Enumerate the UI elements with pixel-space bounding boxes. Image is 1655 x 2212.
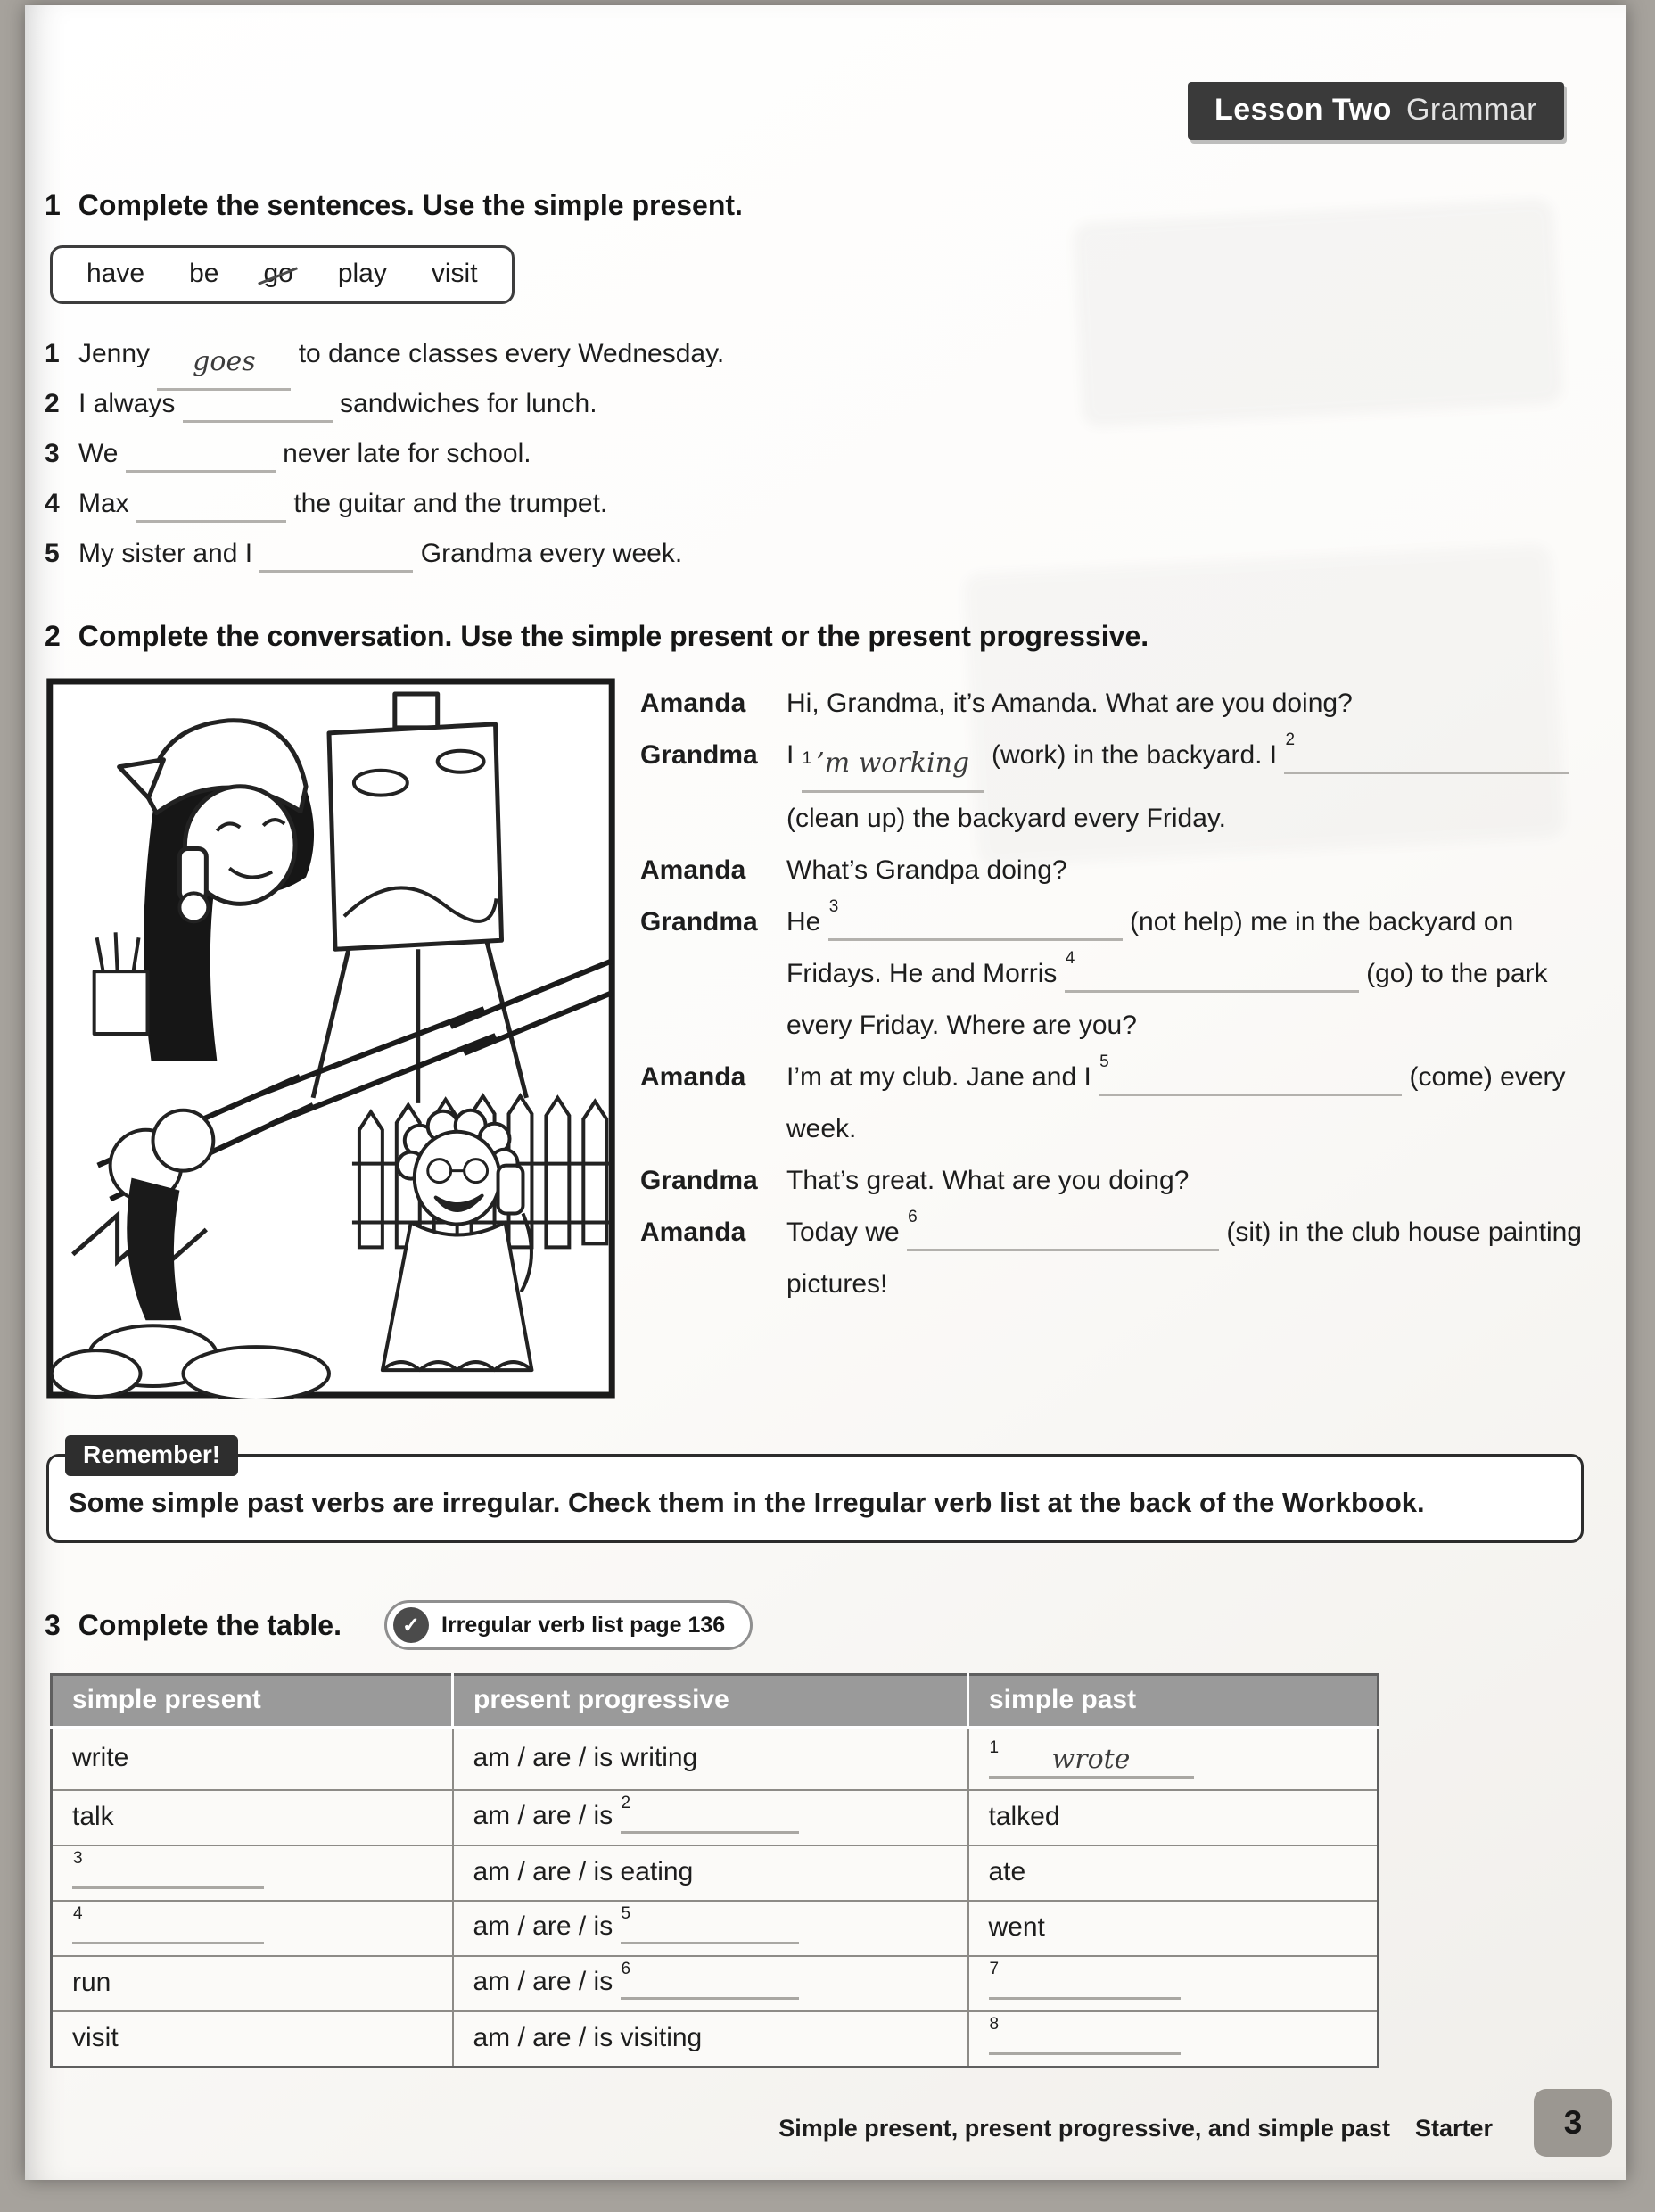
fill-in-blank (621, 1904, 799, 1944)
verb-list-reference-label: Irregular verb list page 136 (441, 1612, 726, 1638)
sentence-text: Jenny goes to dance classes every Wednesday. (78, 329, 724, 391)
sentence-item (45, 329, 1589, 379)
footer-level: Starter (1414, 2115, 1493, 2142)
dialog-text: That’s great. What are you doing? (786, 1166, 1190, 1195)
verb-table-row (52, 1728, 1379, 1791)
dialog-turn (640, 845, 1589, 896)
blank-number: 7 (989, 1960, 1000, 1978)
dialog (640, 678, 1589, 1399)
verb-table-row (52, 1956, 1379, 2011)
handwritten-answer: wrote (1051, 1744, 1131, 1775)
exercise-1-number: 1 (45, 189, 61, 221)
dialog-text: He 3 (not help) me in the backyard on Fridays. He and Morris 4 (go) to the park every Friday. Where are you? (786, 897, 1548, 1040)
dialog-speaker: Grandma (640, 740, 758, 770)
verb-table-cell: run (52, 1956, 453, 2011)
remember-box (46, 1440, 1584, 1543)
fill-in-blank (1065, 949, 1359, 993)
fill-in-blank (136, 485, 286, 523)
page-content (25, 5, 1626, 2180)
dialog-text: What’s Grandpa doing? (786, 855, 1067, 885)
dialog-speaker: Amanda (640, 689, 746, 718)
verb-table-cell: am / are / is 6 (453, 1956, 968, 2011)
verb-table-cell: am / are / is writing (453, 1728, 968, 1791)
fill-in-blank (1284, 730, 1569, 774)
sentence-number: 4 (45, 489, 60, 518)
verb-table-row (52, 1901, 1379, 1956)
blank-number: 6 (908, 1208, 918, 1226)
verb-table-row (52, 2011, 1379, 2068)
dialog-speaker: Grandma (640, 907, 758, 937)
exercise-2-heading (45, 620, 1589, 653)
exercise-1-heading (45, 5, 1589, 222)
verb-table-header (52, 1675, 1379, 1728)
blank-number: 1 (989, 1738, 1000, 1757)
dialog-text: Hi, Grandma, it’s Amanda. What are you doing? (786, 689, 1353, 718)
word-bank-word: go (263, 259, 293, 288)
remember-label: Remember! (65, 1435, 238, 1476)
blank-number: 3 (828, 897, 839, 916)
sentence-text: My sister and I Grandma every week. (78, 529, 682, 579)
sentence-number: 5 (45, 539, 60, 568)
verb-table-cell (968, 1956, 1379, 2011)
blank-number: 3 (73, 1849, 83, 1868)
blank-number: 2 (621, 1794, 631, 1812)
sentence-text: I always sandwiches for lunch. (78, 379, 597, 429)
verb-table-column-header: simple present (52, 1675, 453, 1728)
verb-table-body (52, 1728, 1379, 2068)
verb-table-cell: am / are / is visiting (453, 2011, 968, 2068)
dialog-turn (640, 1207, 1589, 1310)
sentence-text: We never late for school. (78, 429, 531, 479)
comic-illustration (45, 678, 617, 1399)
check-icon: ✓ (393, 1607, 429, 1643)
exercise-2-number: 2 (45, 620, 61, 652)
sentence-number: 3 (45, 439, 60, 468)
exercise-3-heading (45, 1600, 1589, 1650)
lesson-subject: Grammar (1405, 93, 1537, 127)
fill-in-blank (621, 1960, 799, 2000)
verb-table-cell: am / are / is eating (453, 1845, 968, 1901)
blank-number: 5 (1099, 1052, 1109, 1071)
verb-list-reference-badge (384, 1600, 753, 1650)
word-bank (50, 245, 515, 304)
fill-in-blank (72, 1849, 264, 1889)
sentence-text: Max the guitar and the trumpet. (78, 479, 607, 529)
exercise-1-title: Complete the sentences. Use the simple present. (78, 189, 743, 221)
fill-in-blank (989, 1960, 1181, 2000)
fill-in-blank (1099, 1052, 1402, 1096)
verb-table-cell: am / are / is 5 (453, 1901, 968, 1956)
fill-in-blank (907, 1208, 1219, 1251)
fill-in-blank (621, 1794, 799, 1834)
blank-number: 5 (621, 1904, 631, 1923)
sentence-item (45, 379, 1589, 429)
fill-in-blank (72, 1904, 264, 1944)
blank-number: 4 (73, 1904, 83, 1923)
fill-in-blank (828, 897, 1123, 941)
exercise-1-sentences (45, 329, 1589, 579)
verb-table-cell (968, 2011, 1379, 2068)
blank-number: 1 (802, 749, 812, 768)
exercise-3-number: 3 (45, 1608, 61, 1641)
page-number-tab: 3 (1534, 2089, 1612, 2157)
fill-in-blank (802, 747, 984, 793)
handwritten-answer: ’m working (816, 747, 970, 779)
word-bank-word: visit (431, 259, 478, 288)
verb-table-row (52, 1845, 1379, 1901)
lesson-title: Lesson Two (1214, 93, 1392, 127)
sentence-item (45, 529, 1589, 579)
blank-number: 8 (989, 2015, 1000, 2034)
footer-topic: Simple present, present progressive, and simple past (778, 2115, 1390, 2142)
sentence-item (45, 429, 1589, 479)
verb-table-cell: write (52, 1728, 453, 1791)
verb-table-row (52, 1790, 1379, 1845)
fill-in-blank (126, 435, 276, 473)
exercise-2-title: Complete the conversation. Use the simple present or the present progressive. (78, 620, 1149, 652)
fill-in-blank (259, 535, 413, 573)
verb-table-cell (968, 1728, 1379, 1791)
verb-table-cell: went (968, 1901, 1379, 1956)
dialog-turn (640, 896, 1589, 1052)
verb-table-cell: talk (52, 1790, 453, 1845)
verb-table-column-header: simple past (968, 1675, 1379, 1728)
verb-table-cell: ate (968, 1845, 1379, 1901)
fill-in-blank (183, 385, 333, 423)
word-bank-word: have (86, 259, 145, 288)
verb-table-cell: visit (52, 2011, 453, 2068)
dialog-speaker: Grandma (640, 1166, 758, 1195)
sentence-number: 1 (45, 339, 60, 368)
verb-table (50, 1673, 1379, 2068)
remember-text: Some simple past verbs are irregular. Check them in the Irregular verb list at the back of the Workbook. (69, 1487, 1425, 1518)
verb-table-cell (52, 1901, 453, 1956)
blank-number: 2 (1285, 730, 1296, 749)
dialog-text: Today we 6 (sit) in the club house painting pictures! (786, 1208, 1582, 1299)
exercise-3-title: Complete the table. (78, 1608, 342, 1641)
dialog-turn (640, 678, 1589, 730)
dialog-text: I’m at my club. Jane and I 5 (come) every week. (786, 1052, 1566, 1143)
fill-in-blank (989, 1738, 1194, 1779)
verb-table-cell (52, 1845, 453, 1901)
blank-number: 4 (1065, 949, 1075, 968)
dialog-speaker: Amanda (640, 1217, 746, 1247)
dialog-speaker: Amanda (640, 855, 746, 885)
verb-table-cell: am / are / is 2 (453, 1790, 968, 1845)
blank-number: 6 (621, 1960, 631, 1978)
dialog-speaker: Amanda (640, 1062, 746, 1092)
dialog-turn (640, 730, 1589, 845)
verb-table-cell: talked (968, 1790, 1379, 1845)
conversation-section (45, 678, 1589, 1399)
page-footer (778, 2115, 1493, 2142)
word-bank-word: be (189, 259, 219, 288)
fill-in-blank (989, 2015, 1181, 2055)
workbook-page (25, 5, 1626, 2180)
dialog-turn (640, 1052, 1589, 1155)
handwritten-answer: goes (193, 346, 256, 377)
sentence-item (45, 479, 1589, 529)
word-bank-word: play (337, 259, 387, 288)
sentence-number: 2 (45, 389, 60, 418)
dialog-text: I 1 ’m working (work) in the backyard. I 2 (clean up) the backyard every Friday. (786, 730, 1589, 845)
verb-table-column-header: present progressive (453, 1675, 968, 1728)
dialog-turn (640, 1155, 1589, 1207)
